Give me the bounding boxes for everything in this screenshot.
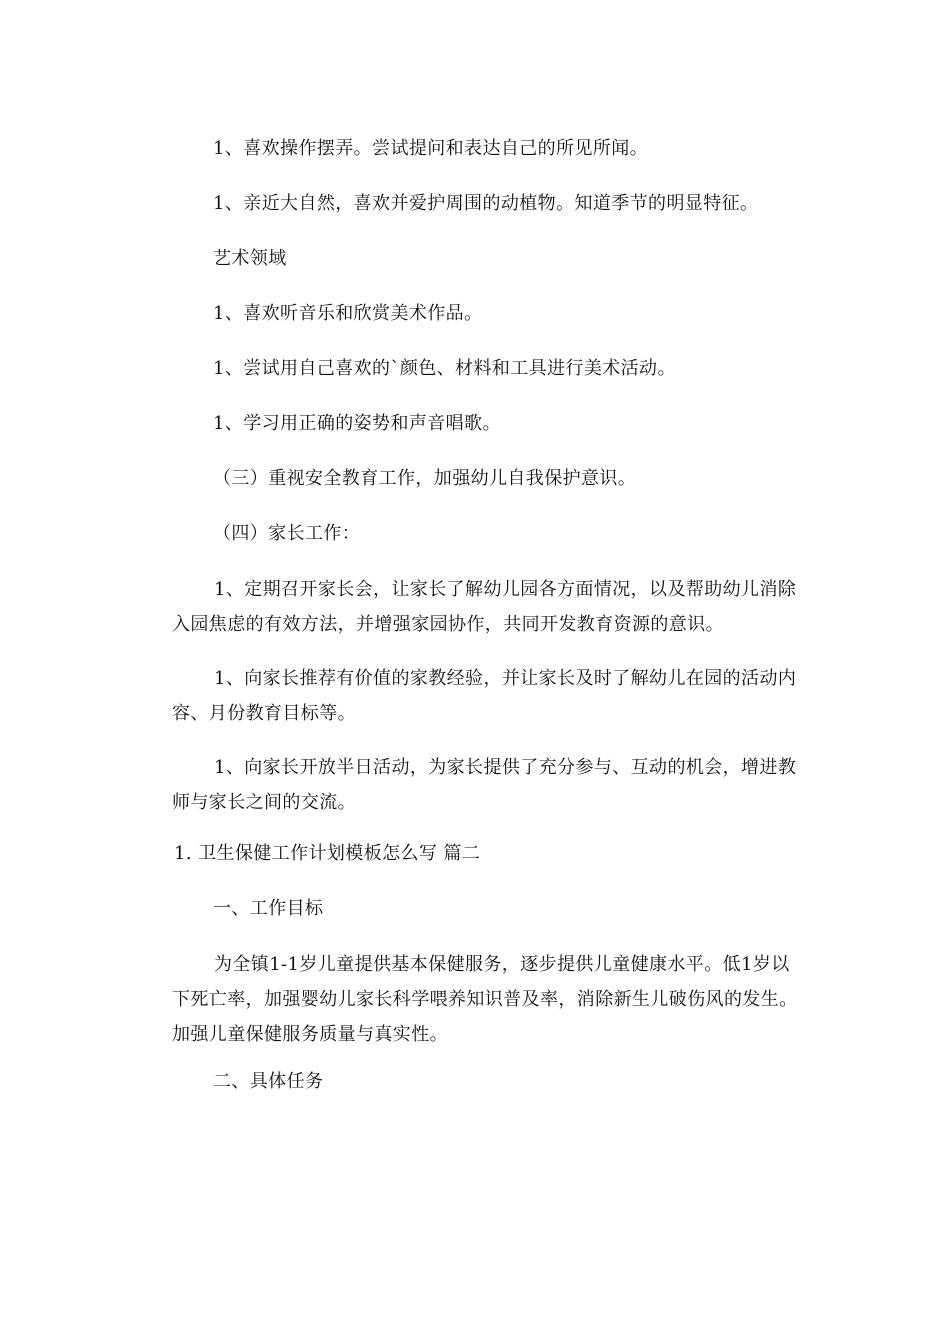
paragraph-art-2: 1、尝试用自己喜欢的`颜色、材料和工具进行美术活动。 bbox=[213, 358, 676, 379]
paragraph-parents-2: 1、向家长推荐有价值的家教经验，并让家长及时了解幼儿在园的活动内容、月份教育目标等。 bbox=[172, 668, 797, 724]
paragraph-art-3: 1、学习用正确的姿势和声音唱歌。 bbox=[213, 413, 501, 434]
section-heading-art: 艺术领域 bbox=[213, 248, 287, 269]
section-heading-goals: 一、工作目标 bbox=[213, 898, 324, 919]
paragraph-goals: 为全镇1-1岁儿童提供基本保健服务，逐步提供儿童健康水平。低1岁以下死亡率，加强婴幼儿家长科学喂养知识普及率，消除新生儿破伤风的发生。加强儿童保健服务质量与真实性。 bbox=[172, 954, 798, 1045]
section-heading-tasks: 二、具体任务 bbox=[213, 1071, 324, 1092]
article-title-part-two: 1. 卫生保健工作计划模板怎么写 篇二 bbox=[174, 843, 481, 864]
paragraph-parents-3: 1、向家长开放半日活动，为家长提供了充分参与、互动的机会，增进教师与家长之间的交流。 bbox=[172, 757, 797, 813]
paragraph-art-1: 1、喜欢听音乐和欣赏美术作品。 bbox=[213, 303, 483, 324]
paragraph-science-1: 1、喜欢操作摆弄。尝试提问和表达自己的所见所闻。 bbox=[213, 138, 649, 159]
paragraph-parents-1: 1、定期召开家长会，让家长了解幼儿园各方面情况，以及帮助幼儿消除入园焦虑的有效方法，并增强家园协作，共同开发教育资源的意识。 bbox=[172, 579, 797, 635]
paragraph-science-2: 1、亲近大自然，喜欢并爱护周围的动植物。知道季节的明显特征。 bbox=[213, 193, 759, 214]
paragraph-safety: （三）重视安全教育工作，加强幼儿自我保护意识。 bbox=[213, 468, 637, 489]
section-heading-parents: （四）家长工作： bbox=[213, 523, 361, 544]
